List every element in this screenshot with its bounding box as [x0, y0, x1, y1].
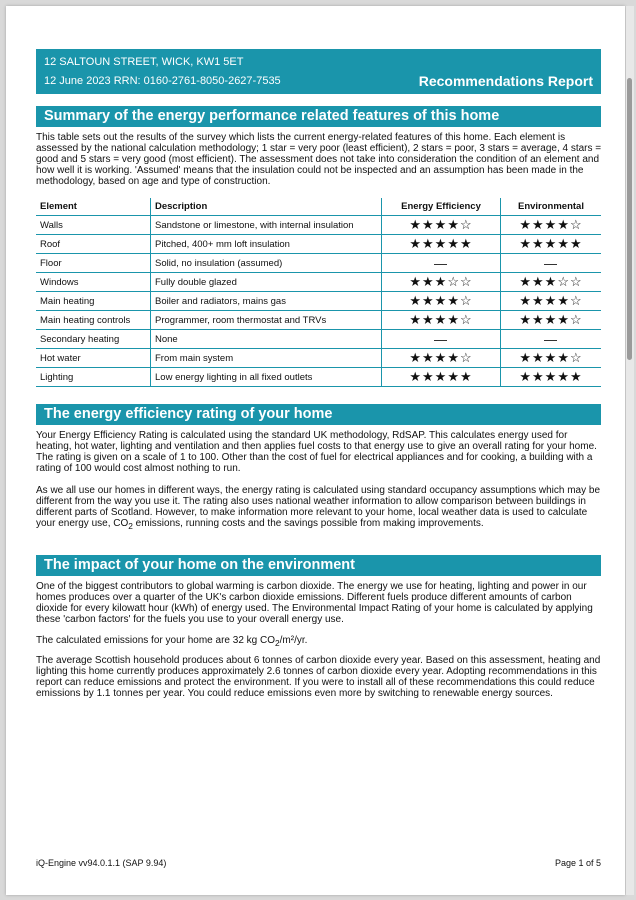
column-header-element: Element	[36, 198, 151, 216]
description-cell: Fully double glazed	[151, 273, 382, 292]
co2-subscript: 2	[128, 521, 133, 532]
description-cell: Boiler and radiators, mains gas	[151, 292, 382, 311]
element-cell: Roof	[36, 235, 151, 254]
environmental-rating-cell: ★★★★☆	[501, 311, 602, 330]
table-row	[36, 273, 601, 292]
efficiency-rating-cell: ★★★★☆	[382, 216, 501, 235]
table-row	[36, 311, 601, 330]
environmental-rating-cell: ★★★★☆	[501, 216, 602, 235]
table-row	[36, 235, 601, 254]
element-cell: Walls	[36, 216, 151, 235]
table-row	[36, 368, 601, 387]
efficiency-rating-cell: ★★★★★	[382, 235, 501, 254]
environmental-rating-cell: ★★★★★	[501, 368, 602, 387]
element-cell: Main heating	[36, 292, 151, 311]
features-table-body	[36, 216, 601, 387]
element-cell: Secondary heating	[36, 330, 151, 349]
table-row	[36, 216, 601, 235]
environmental-rating-cell: ★★★☆☆	[501, 273, 602, 292]
environmental-rating-cell: ★★★★★	[501, 235, 602, 254]
description-cell: Low energy lighting in all fixed outlets	[151, 368, 382, 387]
summary-section-heading: Summary of the energy performance related features of this home	[36, 106, 601, 127]
table-row	[36, 292, 601, 311]
footer-engine-version: iQ-Engine vv94.0.1.1 (SAP 9.94)	[36, 858, 167, 868]
description-cell: Pitched, 400+ mm loft insulation	[151, 235, 382, 254]
property-address: 12 SALTOUN STREET, WICK, KW1 5ET	[44, 56, 244, 68]
summary-intro: This table sets out the results of the survey which lists the current energy-related features of this home. Each element is assessed by the national calculation methodology; 1 star = very poor (least efficient), 2 stars = poor, 3 stars = average, 4 stars = good and 5 stars = very good (most efficient). The assessment does not take into consideration the condition of an element and how well it is working. 'Assumed' means that the insulation could not be inspected and an assumption has been made in the methodology, based on age and type of construction.	[36, 132, 602, 188]
report-header	[36, 49, 601, 94]
footer-page-number: Page 1 of 5	[554, 858, 601, 868]
description-cell: Solid, no insulation (assumed)	[151, 254, 382, 273]
element-cell: Windows	[36, 273, 151, 292]
impact-paragraph-3: The average Scottish household produces about 6 tonnes of carbon dioxide every year. Based on this assessment, heating and lighting this home currently produces approximately 2.6 tonnes of carbon dioxide every year. Adopting recommendations in this report can reduce emissions and protect the environment. If you were to install all of these recommendations this could reduce emissions by 1.1 tonnes per year. You could reduce emissions even more by switching to renewable energy sources.	[36, 655, 601, 700]
description-cell: None	[151, 330, 382, 349]
vertical-scrollbar[interactable]	[626, 6, 634, 895]
environmental-rating-cell: ★★★★☆	[501, 349, 602, 368]
features-table	[36, 198, 601, 387]
report-title: Recommendations Report	[418, 73, 593, 89]
efficiency-rating-cell: ★★★☆☆	[382, 273, 501, 292]
table-header-row	[36, 198, 601, 216]
efficiency-rating-cell: ★★★★★	[382, 368, 501, 387]
table-row	[36, 330, 601, 349]
rating-p2-text-after: emissions, running costs and the savings possible from making improvements.	[132, 518, 484, 530]
environmental-rating-cell: —	[501, 330, 602, 349]
environmental-rating-cell: ★★★★☆	[501, 292, 602, 311]
rating-paragraph-1: Your Energy Efficiency Rating is calculated using the standard UK methodology, RdSAP. This calculates energy used for heating, hot water, lighting and ventilation and then applies fuel costs to that energy use to give an overall rating for your home. The rating is given on a scale of 1 to 100. Other than the cost of fuel for electrical appliances and for cooking, a building with a rating of 100 would cost almost nothing to run.	[36, 430, 597, 475]
impact-paragraph-2	[36, 635, 602, 649]
efficiency-rating-cell: —	[382, 254, 501, 273]
description-cell: Sandstone or limestone, with internal insulation	[151, 216, 382, 235]
description-cell: From main system	[151, 349, 382, 368]
table-row	[36, 254, 601, 273]
rating-section-heading: The energy efficiency rating of your home	[36, 404, 601, 425]
date-and-rrn: 12 June 2023 RRN: 0160-2761-8050-2627-7535	[44, 75, 281, 87]
element-cell: Floor	[36, 254, 151, 273]
environmental-rating-cell: —	[501, 254, 602, 273]
element-cell: Hot water	[36, 349, 151, 368]
efficiency-rating-cell: ★★★★☆	[382, 349, 501, 368]
efficiency-rating-cell: ★★★★☆	[382, 292, 501, 311]
description-cell: Programmer, room thermostat and TRVs	[151, 311, 382, 330]
impact-p2-text-before: The calculated emissions for your home are 32 kg CO	[36, 635, 275, 646]
rating-paragraph-2	[36, 485, 602, 532]
scrollbar-thumb[interactable]	[627, 78, 632, 360]
column-header-environmental: Environmental	[501, 198, 602, 216]
co2-subscript: 2	[275, 638, 280, 648]
impact-paragraph-1: One of the biggest contributors to global warming is carbon dioxide. The energy we use for heating, lighting and power in our homes produces over a quarter of the UK's carbon dioxide emissions. Different fuels produce different amounts of carbon dioxide for every kilowatt hour (kWh) of energy used. The Environmental Impact Rating of your home is calculated by applying these 'carbon factors' for the fuels you use to your overall energy use.	[36, 581, 593, 626]
rating-p2-text-before: As we all use our homes in different ways, the energy rating is calculated using standard occupancy assumptions which may be different from the way you use it. The rating also uses national weather information to allow comparison between buildings in different parts of Scotland. However, to make information more relevant to your home, local weather data is used to calculate your energy use, CO	[36, 485, 601, 530]
element-cell: Lighting	[36, 368, 151, 387]
table-row	[36, 349, 601, 368]
element-cell: Main heating controls	[36, 311, 151, 330]
efficiency-rating-cell: ★★★★☆	[382, 311, 501, 330]
document-page	[6, 6, 625, 895]
column-header-description: Description	[151, 198, 382, 216]
impact-section-heading: The impact of your home on the environment	[36, 555, 601, 576]
impact-p2-text-after: /m²/yr.	[279, 635, 308, 646]
column-header-energy-efficiency: Energy Efficiency	[382, 198, 501, 216]
efficiency-rating-cell: —	[382, 330, 501, 349]
